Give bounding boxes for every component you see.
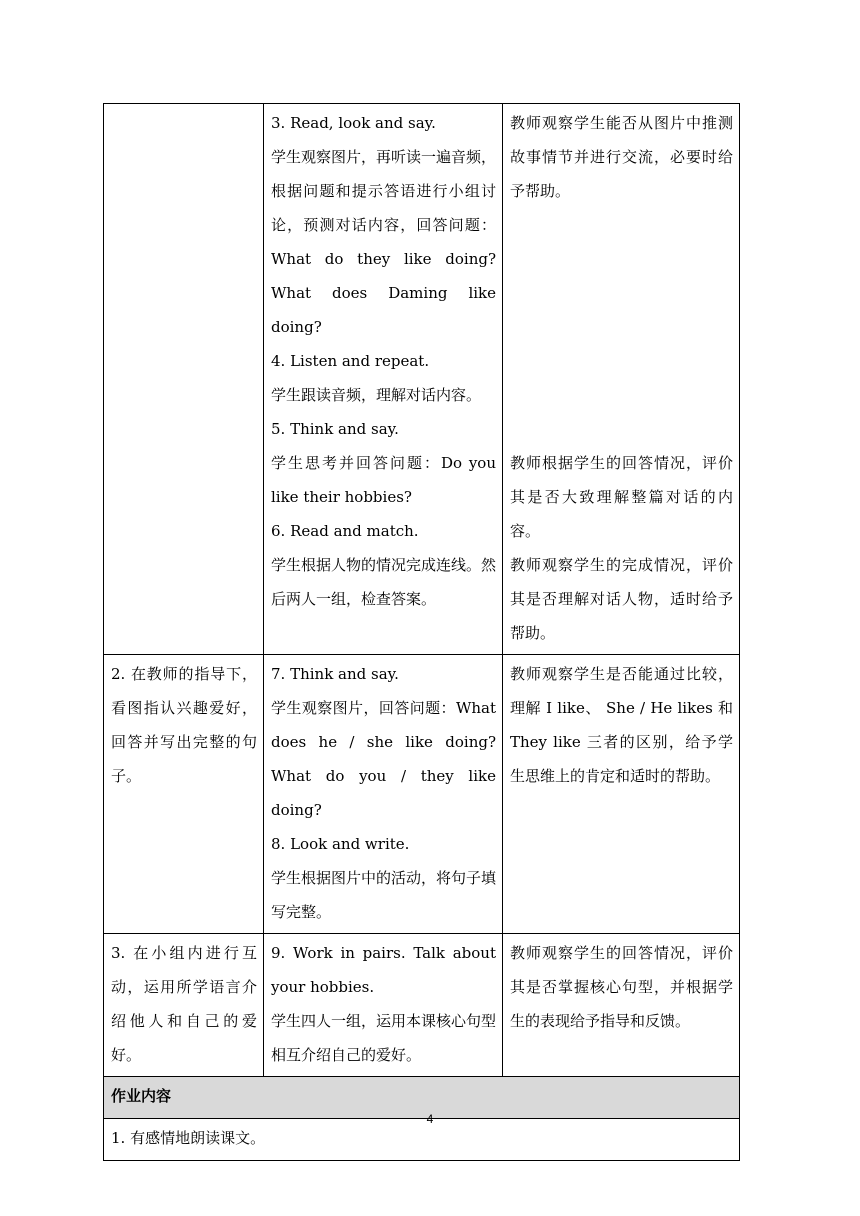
evaluation-spacer bbox=[510, 208, 733, 446]
activity-desc: 学生观察图片，回答问题：What does he / she like doing? What do you / they like doing? bbox=[271, 699, 496, 819]
evaluation-text: 教师根据学生的回答情况，评价其是否大致理解整篇对话的内容。 bbox=[510, 454, 733, 540]
evaluation-cell bbox=[503, 655, 740, 934]
evaluation-text: 教师观察学生的回答情况，评价其是否掌握核心句型，并根据学生的表现给予指导和反馈。 bbox=[510, 944, 733, 1030]
evaluation-cell bbox=[503, 104, 740, 655]
table-row bbox=[104, 655, 740, 934]
activity-title: 6. Read and match. bbox=[271, 522, 419, 540]
activity-title: 3. Read, look and say. bbox=[271, 114, 436, 132]
activity-title: 4. Listen and repeat. bbox=[271, 352, 430, 370]
lesson-plan-table bbox=[103, 103, 740, 1161]
goal-cell: 3. 在小组内进行互动，运用所学语言介绍他人和自己的爱好。 bbox=[104, 934, 264, 1077]
goal-cell bbox=[104, 104, 264, 655]
activities-cell bbox=[264, 934, 503, 1077]
goal-cell: 2. 在教师的指导下，看图指认兴趣爱好，回答并写出完整的句子。 bbox=[104, 655, 264, 934]
evaluation-text: 教师观察学生是否能通过比较，理解 I like、 She / He likes 和 They like 三者的区别，给予学生思维上的肯定和适时的帮助。 bbox=[510, 665, 733, 785]
activity-desc: 学生根据图片中的活动，将句子填写完整。 bbox=[271, 869, 497, 921]
activities-cell bbox=[264, 655, 503, 934]
activity-title: 9. Work in pairs. Talk about your hobbies. bbox=[271, 944, 496, 996]
evaluation-text: 教师观察学生的完成情况，评价其是否理解对话人物，适时给予帮助。 bbox=[510, 556, 733, 642]
table-row bbox=[104, 934, 740, 1077]
homework-header: 作业内容 bbox=[104, 1077, 740, 1119]
table-row bbox=[104, 104, 740, 655]
activity-desc: 学生四人一组，运用本课核心句型相互介绍自己的爱好。 bbox=[271, 1012, 497, 1064]
evaluation-cell bbox=[503, 934, 740, 1077]
activity-desc: 学生跟读音频，理解对话内容。 bbox=[271, 386, 482, 404]
activities-cell bbox=[264, 104, 503, 655]
activity-title: 8. Look and write. bbox=[271, 835, 410, 853]
homework-item: 1. 有感情地朗读课文。 bbox=[104, 1119, 740, 1161]
activity-title: 5. Think and say. bbox=[271, 420, 399, 438]
activity-title: 7. Think and say. bbox=[271, 665, 399, 683]
activity-desc: 学生根据人物的情况完成连线。然后两人一组，检查答案。 bbox=[271, 556, 497, 608]
page-number: 4 bbox=[426, 1112, 434, 1126]
activity-desc: 学生观察图片，再听读一遍音频，根据问题和提示答语进行小组讨论，预测对话内容，回答问题：What do they like doing? What does Daming like doing? bbox=[271, 148, 497, 336]
activity-desc: 学生思考并回答问题：Do you like their hobbies? bbox=[271, 454, 496, 506]
evaluation-text: 教师观察学生能否从图片中推测故事情节并进行交流，必要时给予帮助。 bbox=[510, 114, 733, 200]
